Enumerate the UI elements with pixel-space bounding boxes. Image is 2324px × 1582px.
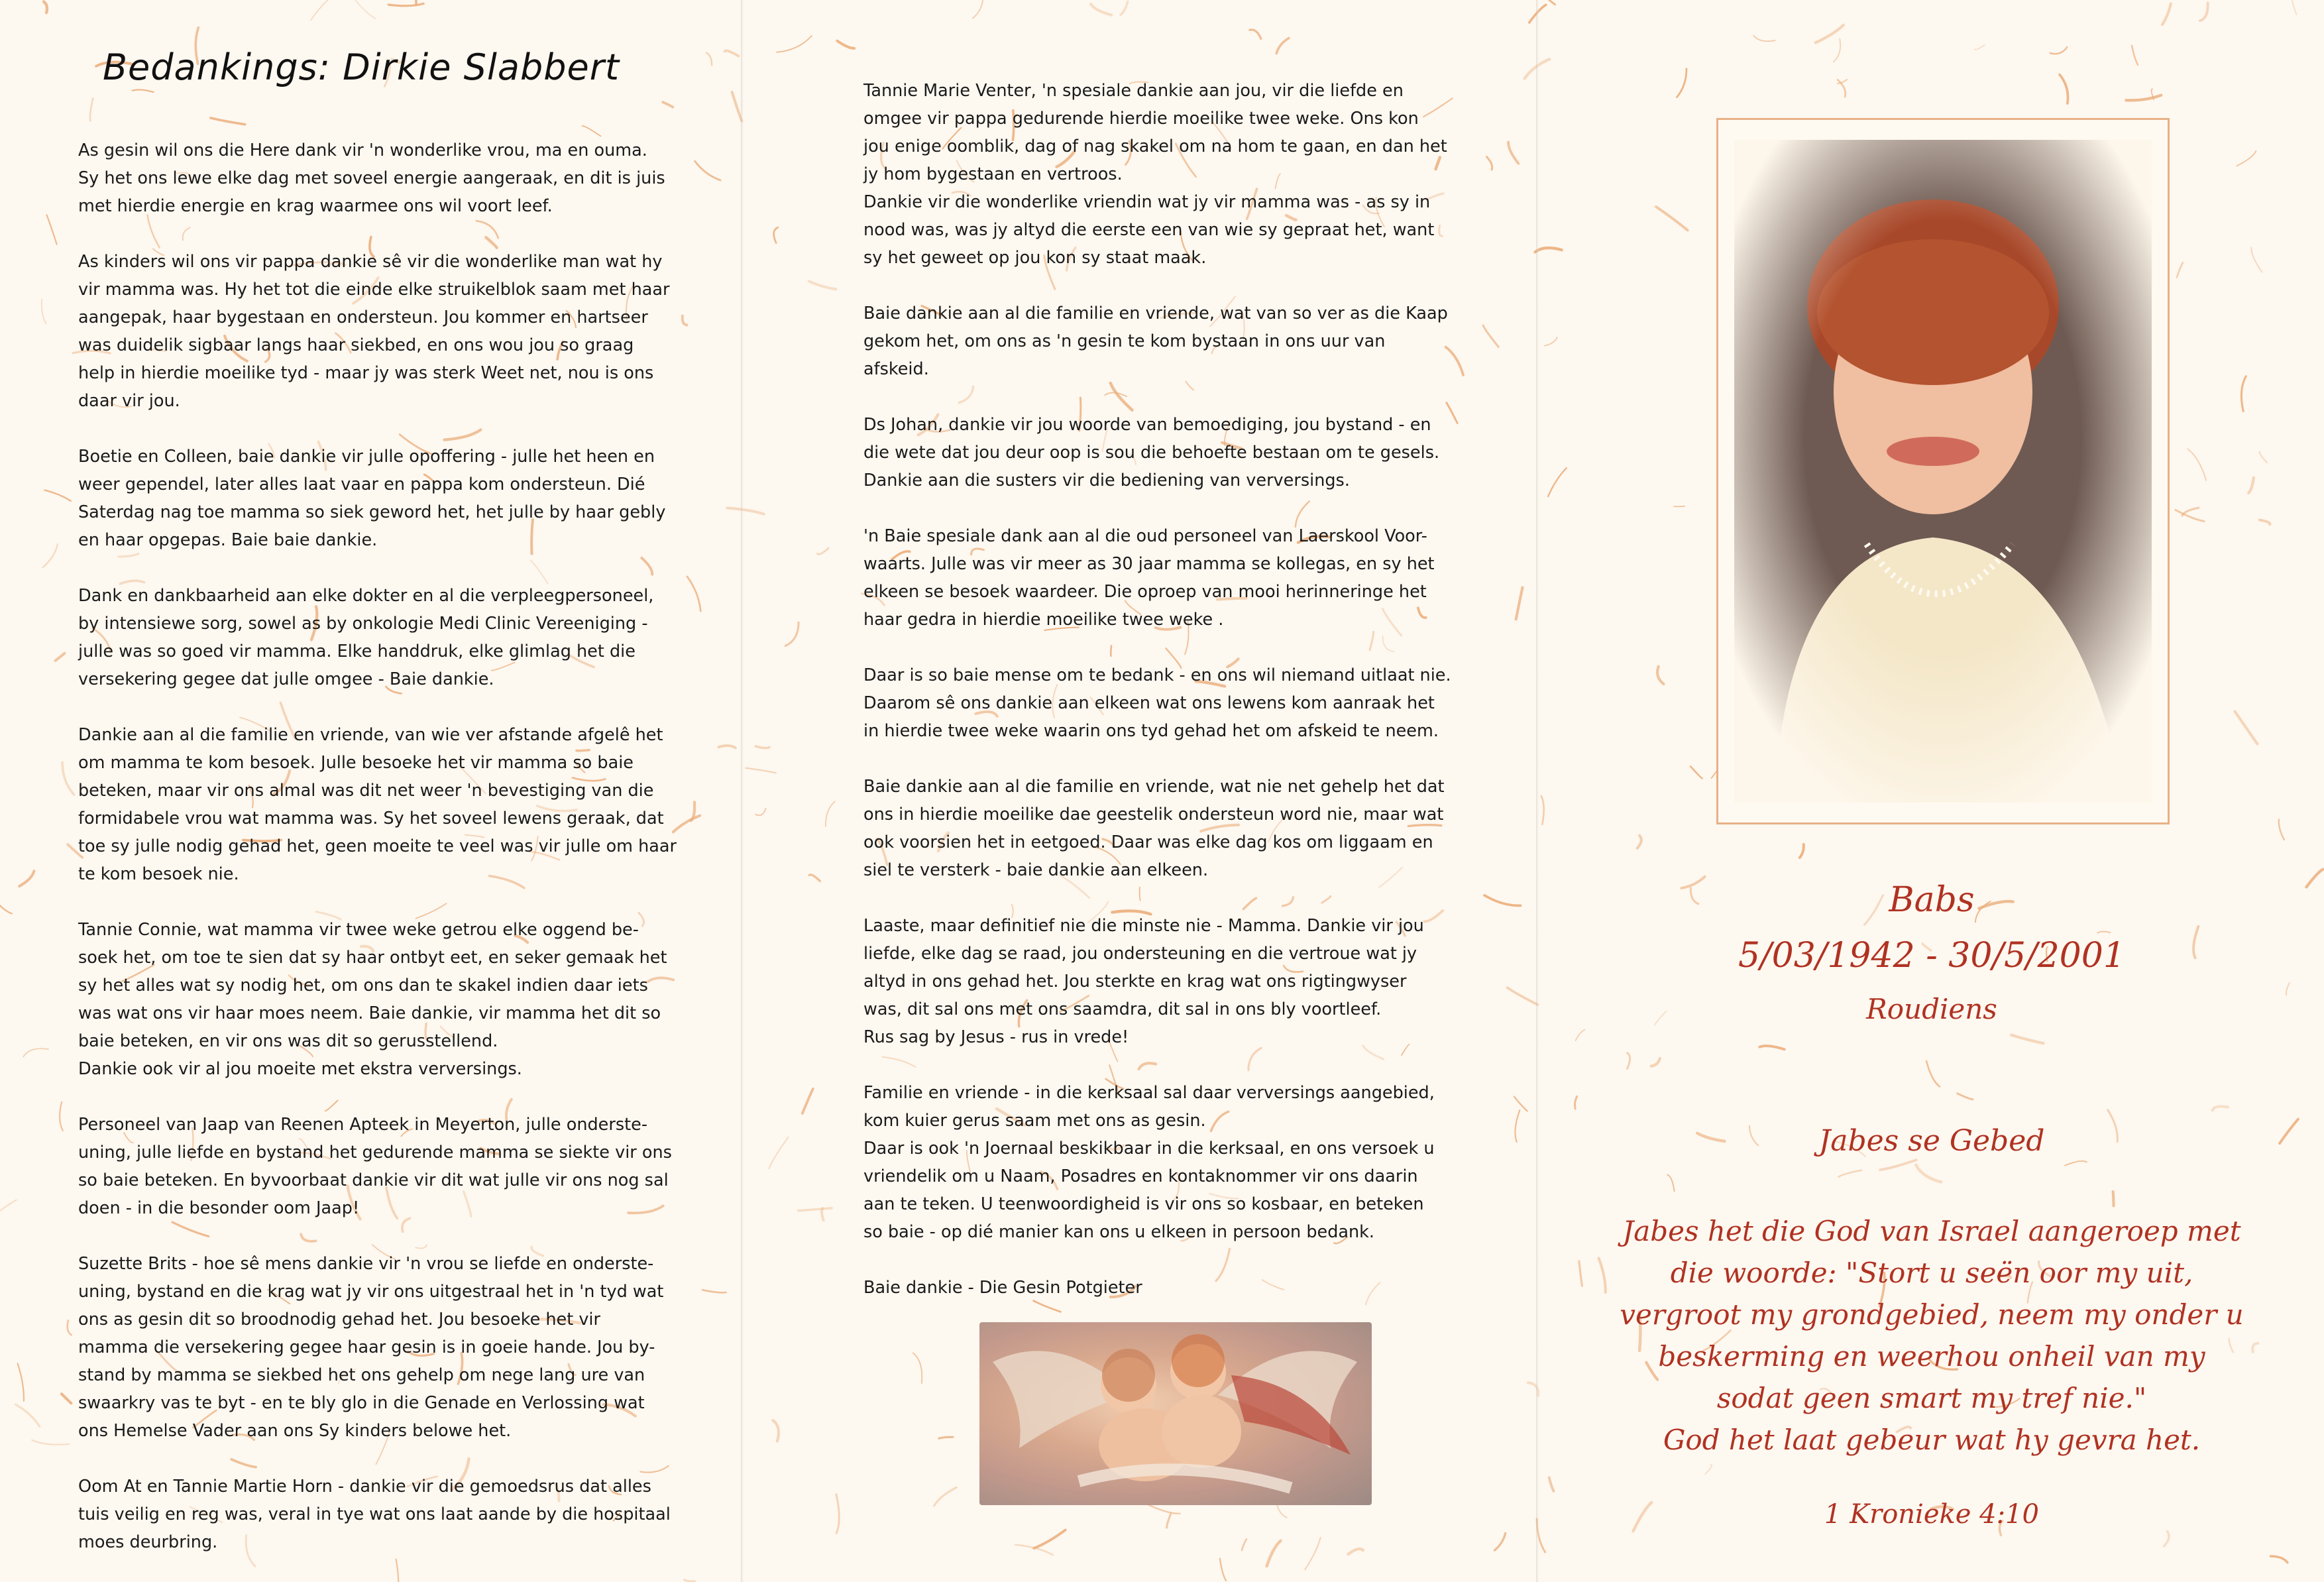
paragraph-laerskool: 'n Baie spesiale dank aan al die oud personeel van Laerskool Voor- waarts. Julle was vir meer as 30 jaar mamma se kollegas, en sy het elkeen se besoek waardeer. Die oproep van mooi herinneringe het haar gedra in hierdie moeilike twee weke . [863, 526, 1435, 630]
prayer-line: sodat geen smart my tref nie." [1716, 1382, 2147, 1414]
page-heading: Bedankings: Dirkie Slabbert [103, 46, 620, 88]
scripture-reference: 1 Kronieke 4:10 [1824, 1499, 2039, 1530]
paragraph-family-friends: Dankie aan al die familie en vriende, van wie ver afstande afgelê het om mamma te kom besoek. Julle besoeke het vir mamma so baie beteken, maar vir ons almal was dit net weer 'n bevestiging van die formidabele vrou wat mamma was. Sy het soveel lewens geraak, dat toe sy julle nodig gehad het, geen moeite te veel was vir julle om haar te kom besoek nie. [78, 725, 677, 884]
prayer-title: Jabes se Gebed [1818, 1124, 2045, 1158]
paragraph-oom-at: Oom At en Tannie Martie Horn - dankie vir die gemoedsrus dat alles tuis veilig en reg was, veral in tye wat ons laat aande by die hospitaal moes deurbring. [78, 1477, 671, 1552]
prayer-line: beskerming en weerhou onheil van my [1658, 1340, 2205, 1373]
paragraph-mamma: Laaste, maar definitief nie die minste nie - Mamma. Dankie vir jou liefde, elke dag se raad, jou ondersteuning en die vertroue wat jy altyd in ons gehad het. Jou sterkte en krag wat ons rigtingwyser was, dit sal ons met ons saamdra, dit sal in ons bly voortleef. Rus sag by Jesus - rus in vrede! [863, 916, 1424, 1047]
paragraph-food: Baie dankie aan al die familie en vriende, wat nie net gehelp het dat ons in hierdie moeilike dae geestelik ondersteun word nie, maar wat ook voorsien het in eetgoed. Daar was elke dag kos om liggaam en siel te versterk - baie dankie aan elkeen. [863, 777, 1445, 880]
woman-portrait-photo [1734, 140, 2152, 803]
paragraph-kaap: Baie dankie aan al die familie en vriende, wat van so ver as die Kaap gekom het, om ons as 'n gesin te kom bystaan in ons uur van afskeid. [863, 304, 1448, 379]
signoff: Baie dankie - Die Gesin Potgieter [863, 1278, 1142, 1298]
place-label: Roudiens [1866, 993, 1997, 1025]
prayer-line: God het laat gebeur wat hy gevra het. [1663, 1424, 2201, 1456]
paragraph-children: As kinders wil ons vir pappa dankie sê vir die wonderlike man wat hy vir mamma was. Hy het tot die einde elke struikelblok saam met haar aangepak, haar bygestaan en ondersteun. Jou kommer en hartseer was duidelik sigbaar langs haar siekbed, en ons wou jou so graag help in hierdie moeilike tyd - maar jy was sterk Weet net, nou is ons daar vir jou. [78, 252, 670, 411]
portrait-frame [1716, 118, 2170, 824]
paragraph-suzette: Suzette Brits - hoe sê mens dankie vir 'n vrou se liefde en onderste- uning, bystand en die krag wat jy vir ons uitgestraal het in 'n tyd wat ons as gesin dit so broodnodig gehad het. Jou besoeke het vir mamma die versekering gegee haar gesin is in goeie hande. Jou by- stand by mamma se siekbed het ons gehelp om nege lang ure van swaarkry vas te byt - en te bly glo in die Genade en Verlossing wat ons Hemelse Vader aan ons Sy kinders belowe het. [78, 1254, 664, 1441]
deceased-name: Babs [1889, 880, 1975, 920]
paragraph-medical-staff: Dank en dankbaarheid aan elke dokter en al die verpleegpersoneel, by intensiewe sorg, sowel as by onkologie Medi Clinic Vereeniging - julle was so goed vir mamma. Elke handdruk, elke glimlag het die versekering gegee dat julle omgee - Baie dankie. [78, 586, 654, 689]
paragraph-family: As gesin wil ons die Here dank vir 'n wonderlike vrou, ma en ouma. Sy het ons lewe elke dag met soveel energie aangeraak, en dit is juis met hierdie energie en krag waarmee ons wil voort leef. [78, 141, 665, 216]
prayer-text [1590, 1210, 2273, 1461]
paragraph-ds-johan: Ds Johan, dankie vir jou woorde van bemoediging, jou bystand - en die wete dat jou deur oop is sou die behoefte bestaan om te gesels. Dankie aan die susters vir die bediening van verversings. [863, 415, 1440, 490]
prayer-line: vergroot my grondgebied, neem my onder u [1620, 1298, 2244, 1331]
prayer-line: die woorde: "Stort u seën oor my uit, [1670, 1257, 2193, 1289]
paragraph-marie-venter: Tannie Marie Venter, 'n spesiale dankie aan jou, vir die liefde en omgee vir pappa gedurende hierdie moeilike twee weke. Ons kon jou enige oomblik, dag of nag skakel om na hom te gaan, en dan het jy hom bygestaan en vertroos. Dankie vir die wonderlike vriendin wat jy vir mamma was - as sy in nood was, was jy altyd die eerste een van wie sy gepraat het, want sy het geweet op jou kon sy staat maak. [863, 81, 1447, 268]
paragraph-refreshments: Familie en vriende - in die kerksaal sal daar verversings aangebied, kom kuier gerus saam met ons as gesin. Daar is ook 'n Joernaal beskikbaar in die kerksaal, en ons versoek u vriendelik om u Naam, Posadres en kontaknommer vir ons daarin aan te teken. U teenwoordigheid is vir ons so kosbaar, en beteken so baie - op dié manier kan ons u elkeen in persoon bedank. [863, 1083, 1435, 1242]
paragraph-tannie-connie: Tannie Connie, wat mamma vir twee weke getrou elke oggend be- soek het, om toe te sien dat sy haar ontbyt eet, en seker gemaak het sy het alles wat sy nodig het, om ons dan te skakel indien daar iets was wat ons vir haar moes neem. Baie dankie, vir mamma het dit so baie beteken, en vir ons was dit so gerusstellend. Dankie ook vir al jou moeite met ekstra verversings. [78, 920, 667, 1079]
paragraph-apteek: Personeel van Jaap van Reenen Apteek in Meyerton, julle onderste- uning, julle liefde en bystand het gedurende mamma se siekte vir ons so baie beteken. En byvoorbaat dankie vir dit wat julle vir ons nog sal doen - in die besonder oom Jaap! [78, 1115, 672, 1218]
prayer-line: Jabes het die God van Israel aangeroep met [1622, 1215, 2241, 1247]
middle-text-column [863, 77, 1473, 1302]
paragraph-everyone: Daar is so baie mense om te bedank - en ons wil niemand uitlaat nie. Daarom sê ons dankie aan elkeen wat ons lewens kom aanraak het in hierdie twee weke waarin ons tyd gehad het om afskeid te neem. [863, 665, 1451, 741]
paragraph-boetie-colleen: Boetie en Colleen, baie dankie vir julle opoffering - julle het heen en weer gependel, later alles laat vaar en pappa kom ondersteun. Dié Saterdag nag toe mamma so siek geword het, het julle by haar gebly en haar opgepas. Baie baie dankie. [78, 447, 666, 550]
cherubs-illustration [979, 1322, 1372, 1505]
life-dates: 5/03/1942 - 30/5/2001 [1738, 936, 2125, 976]
left-text-column [78, 137, 688, 1556]
